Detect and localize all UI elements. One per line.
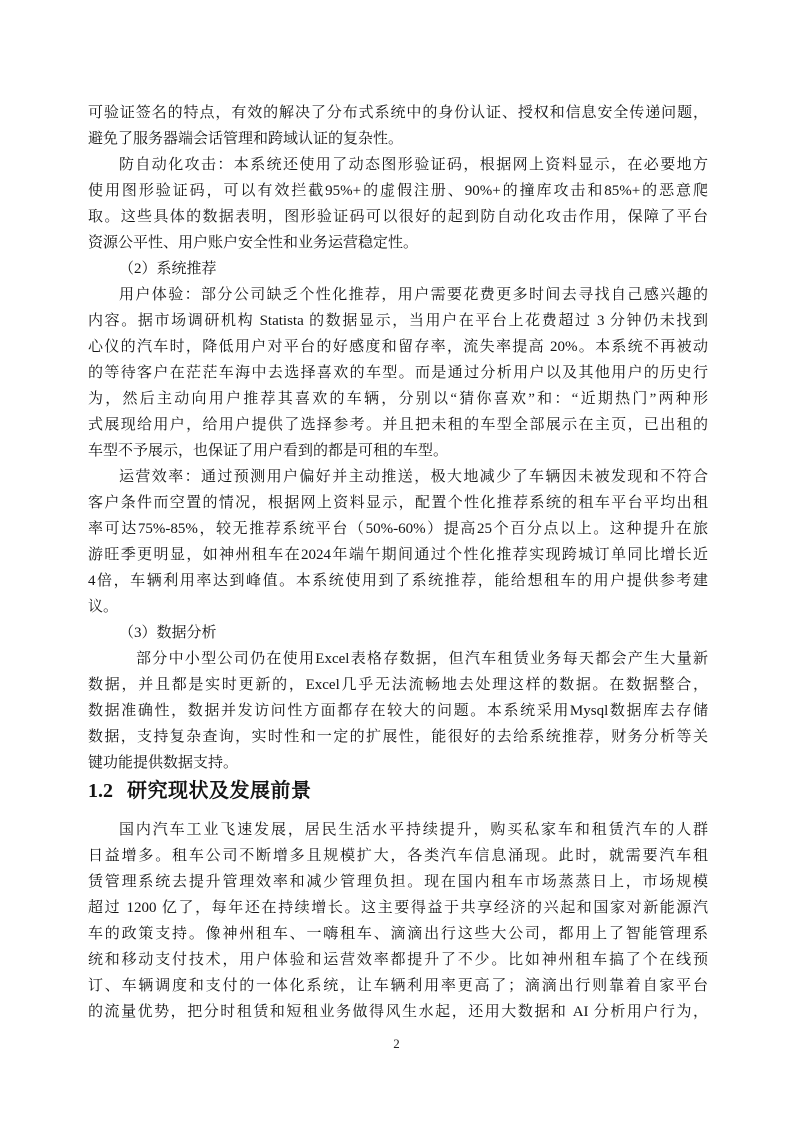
text-line: 避免了服务器端会话管理和跨域认证的复杂性。 xyxy=(88,131,404,147)
text-line: 防自动化攻击：本系统还使用了动态图形验证码，根据网上资料显示，在必要地方 xyxy=(119,157,708,173)
text-line: 数据准确性，数据并发访问性方面都存在较大的问题。本系统采用Mysql数据库去存储 xyxy=(88,703,708,719)
text-line: （2）系统推荐 xyxy=(119,261,217,277)
text-line: 运营效率：通过预测用户偏好并主动推送，极大地减少了车辆因未被发现和不符合 xyxy=(119,469,708,485)
text-line: （3）数据分析 xyxy=(119,625,217,641)
body-section-1 xyxy=(88,100,708,776)
text-line: 式展现给用户，给用户提供了选择参考。并且把未租的车型全部展示在主页，已出租的 xyxy=(88,417,708,433)
text-line: 车的政策支持。像神州租车、一嗨租车、滴滴出行这些大公司，都用上了智能管理系 xyxy=(88,926,708,942)
body-text xyxy=(88,100,708,1025)
text-line: 统和移动支付技术，用户体验和运营效率都提升了不少。比如神州租车搞了个在线预 xyxy=(88,952,708,968)
text-line: 资源公平性、用户账户安全性和业务运营稳定性。 xyxy=(88,235,419,251)
text-line: 用户体验：部分公司缺乏个性化推荐，用户需要花费更多时间去寻找自己感兴趣的 xyxy=(119,287,708,303)
text-line: 心仪的汽车时，降低用户对平台的好感度和留存率，流失率提高 20%。本系统不再被动 xyxy=(88,339,708,355)
section-heading-title: 研究现状及发展前景 xyxy=(127,780,312,802)
text-line: 国内汽车工业飞速发展，居民生活水平持续提升，购买私家车和租赁汽车的人群 xyxy=(119,822,708,838)
text-line: 部分中小型公司仍在使用Excel表格存数据，但汽车租赁业务每天都会产生大量新 xyxy=(136,651,708,667)
text-line: 内容。据市场调研机构 Statista 的数据显示，当用户在平台上花费超过 3 分钟仍未找到 xyxy=(88,313,708,329)
text-line: 为，然后主动向用户推荐其喜欢的车辆，分别以“猜你喜欢”和：“近期热门”两种形 xyxy=(88,391,708,407)
text-line: 游旺季更明显，如神州租车在2024年端午期间通过个性化推荐实现跨城订单同比增长近 xyxy=(88,547,708,563)
text-line: 率可达75%-85%，较无推荐系统平台（50%-60%）提高25个百分点以上。这种提升在旅 xyxy=(88,521,708,537)
page-number: 2 xyxy=(393,1036,400,1051)
text-line: 超过 1200 亿了，每年还在持续增长。这主要得益于共享经济的兴起和国家对新能源汽 xyxy=(88,900,708,916)
text-line: 议。 xyxy=(88,599,119,615)
text-line: 日益增多。租车公司不断增多且规模扩大，各类汽车信息涌现。此时，就需要汽车租 xyxy=(88,848,708,864)
text-line: 客户条件而空置的情况，根据网上资料显示，配置个性化推荐系统的租车平台平均出租 xyxy=(88,495,708,511)
text-line: 赁管理系统去提升管理效率和减少管理负担。现在国内租车市场蒸蒸日上，市场规模 xyxy=(88,874,708,890)
text-line: 键功能提供数据支持。 xyxy=(88,755,239,771)
text-line: 可验证签名的特点，有效的解决了分布式系统中的身份认证、授权和信息安全传递问题， xyxy=(88,105,708,121)
text-line: 4倍，车辆利用率达到峰值。本系统使用到了系统推荐，能给想租车的用户提供参考建 xyxy=(88,573,708,589)
text-line: 的流量优势，把分时租赁和短租业务做得风生水起，还用大数据和 AI 分析用户行为， xyxy=(88,1004,708,1020)
text-line: 使用图形验证码，可以有效拦截95%+的虚假注册、90%+的撞库攻击和85%+的恶意爬 xyxy=(88,183,708,199)
text-line: 订、车辆调度和支付的一体化系统，让车辆利用率更高了；滴滴出行则靠着自家平台 xyxy=(88,978,708,994)
text-line: 的等待客户在茫茫车海中去选择喜欢的车型。而是通过分析用户以及其他用户的历史行 xyxy=(88,365,708,381)
text-line: 数据，支持复杂查询，实时性和一定的扩展性，能很好的去给系统推荐，财务分析等关 xyxy=(88,729,708,745)
text-line: 车型不予展示，也保证了用户看到的都是可租的车型。 xyxy=(88,443,449,459)
section-heading xyxy=(88,776,708,806)
text-line: 数据，并且都是实时更新的，Excel几乎无法流畅地去处理这样的数据。在数据整合， xyxy=(88,677,708,693)
body-section-2 xyxy=(88,817,708,1025)
section-heading-number: 1.2 xyxy=(88,780,113,802)
text-line: 取。这些具体的数据表明，图形验证码可以很好的起到防自动化攻击作用，保障了平台 xyxy=(88,209,708,225)
